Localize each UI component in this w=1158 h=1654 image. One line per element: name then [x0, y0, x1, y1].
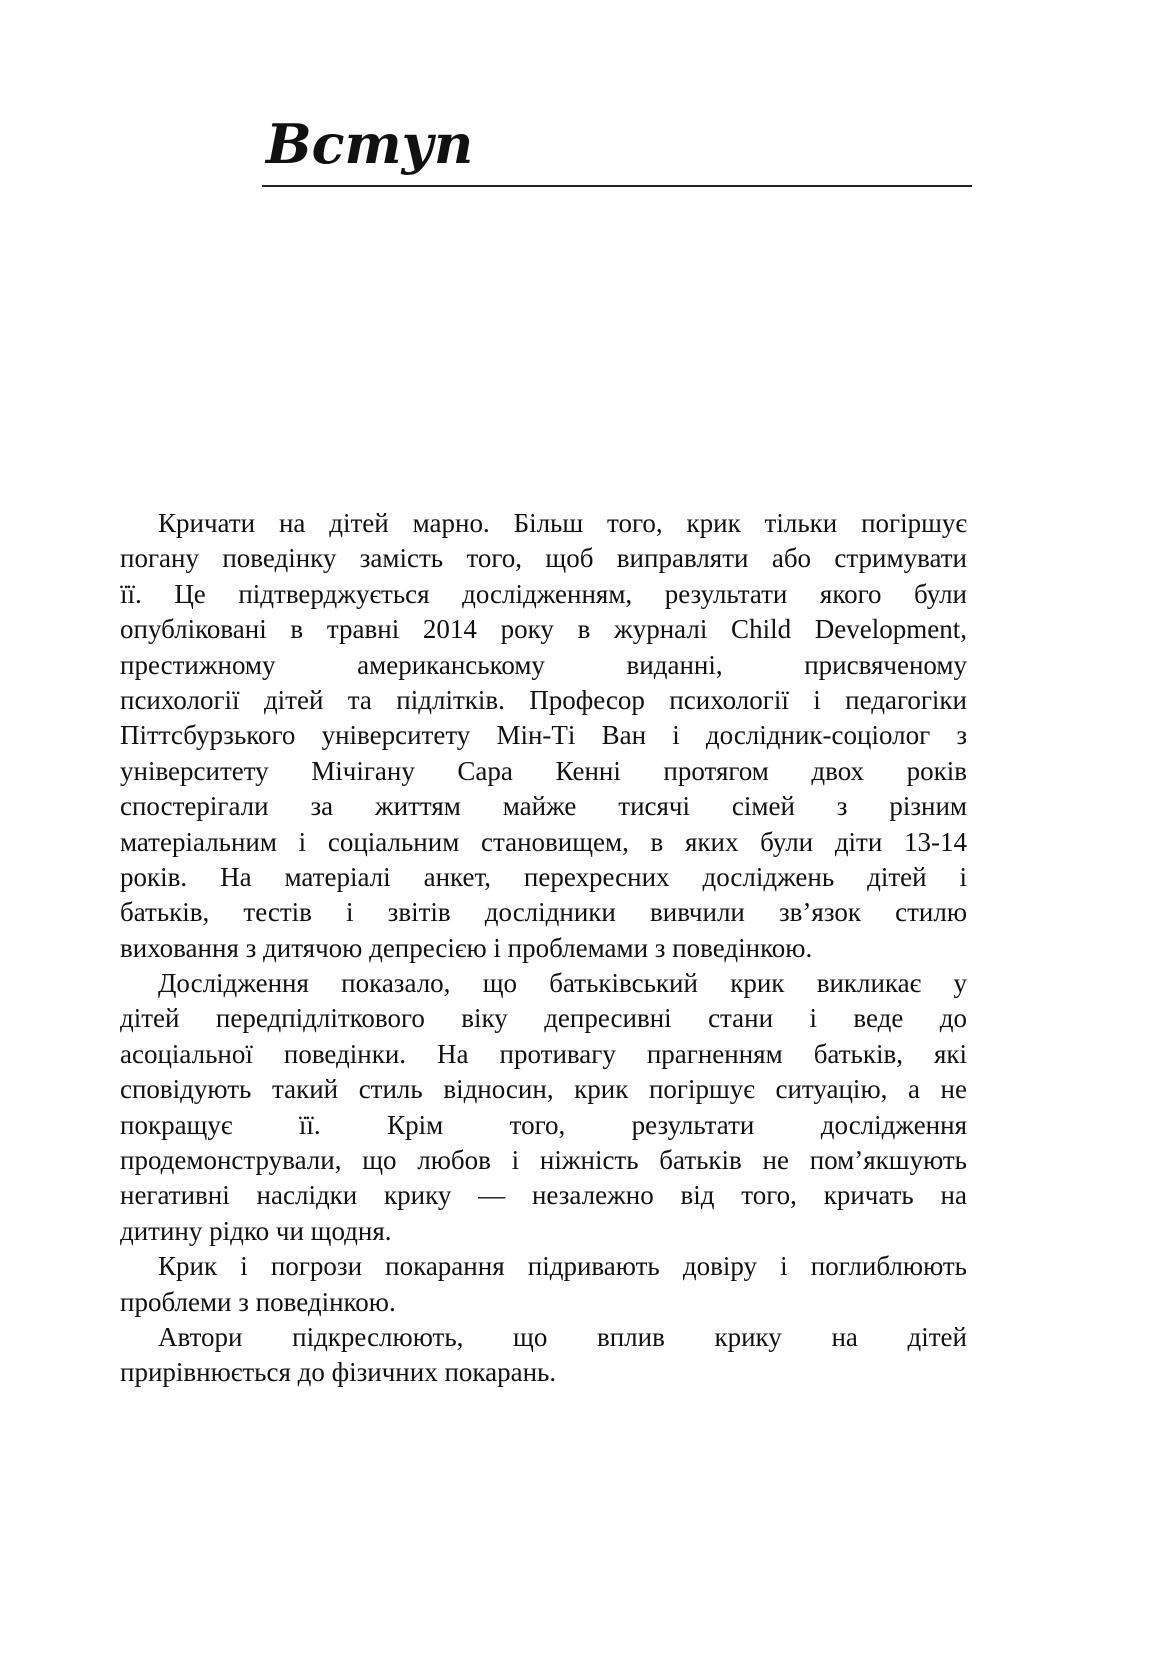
text-line: сповідують такий стиль відносин, крик погіршує ситуацію, а не: [120, 1074, 967, 1105]
text-line: спостерігали за життям майже тисячі сімей з різним: [120, 791, 967, 822]
paragraph: [120, 1249, 967, 1320]
chapter-title: Вступ: [266, 112, 474, 176]
text-line: Дослідження показало, що батьківський крик викликає у: [158, 968, 967, 999]
text-line: дітей передпідліткового віку депресивні стани і веде до: [120, 1003, 967, 1034]
title-underline: [262, 185, 972, 187]
text-line: погану поведінку замість того, щоб виправляти або стримувати: [120, 543, 967, 574]
paragraph: [120, 506, 967, 966]
text-line: психології дітей та підлітків. Професор психології і педагогіки: [120, 684, 967, 715]
text-line: проблеми з поведінкою.: [120, 1286, 396, 1317]
text-line: дитину рідко чи щодня.: [120, 1215, 392, 1246]
text-line: років. На матеріалі анкет, перехресних досліджень дітей і: [120, 861, 967, 892]
paragraph: [120, 966, 967, 1249]
text-line: Автори підкреслюють, що вплив крику на дітей: [158, 1321, 967, 1352]
text-line: опубліковані в травні 2014 року в журналі Child Development,: [120, 614, 967, 645]
text-line: батьків, тестів і звітів дослідники вивчили зв’язок стилю: [120, 897, 967, 928]
text-line: виховання з дитячою депресією і проблемами з поведінкою.: [120, 932, 813, 963]
text-line: негативні наслідки крику — незалежно від того, кричать на: [120, 1180, 967, 1211]
text-line: престижному американському виданні, присвяченому: [120, 649, 967, 680]
text-line: покращує її. Крім того, результати дослідження: [120, 1109, 967, 1140]
text-line: прирівнюється до фізичних покарань.: [120, 1357, 557, 1388]
text-line: університету Мічігану Сара Кенні протягом двох років: [120, 755, 967, 786]
body-text: [120, 506, 967, 1391]
text-line: Кричати на дітей марно. Більш того, крик тільки погіршує: [158, 508, 967, 538]
paragraph: [120, 1320, 967, 1391]
text-line: асоціальної поведінки. На противагу прагненням батьків, які: [120, 1038, 967, 1069]
text-line: її. Це підтверджується дослідженням, результати якого були: [120, 578, 967, 609]
text-line: матеріальним і соціальним становищем, в яких були діти 13-14: [120, 826, 967, 857]
text-line: Крик і погрози покарання підривають довіру і поглиблюють: [158, 1251, 967, 1282]
text-line: Піттсбурзького університету Мін-Ті Ван і дослідник-соціолог з: [120, 720, 967, 751]
text-line: продемонстрували, що любов і ніжність батьків не пом’якшують: [120, 1145, 967, 1176]
